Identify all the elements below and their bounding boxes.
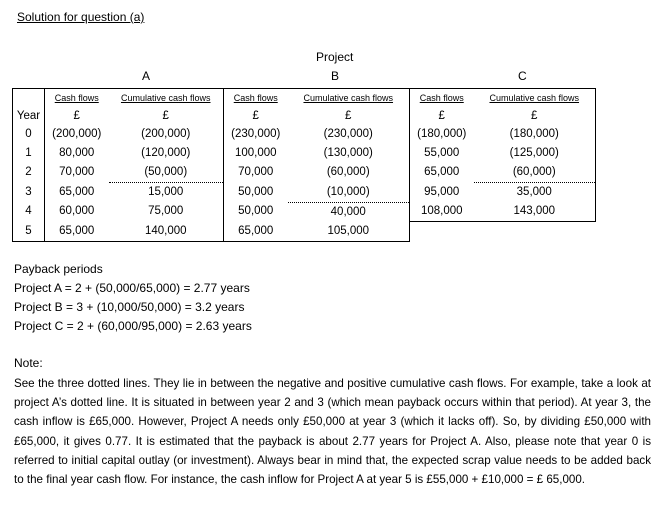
project-c-label: C: [518, 69, 527, 83]
c-cash-flow: 108,000: [410, 202, 474, 222]
a-cash-flow: 65,000: [45, 222, 109, 242]
c-cumulative: (60,000): [474, 163, 596, 183]
currency-symbol: £: [410, 107, 474, 125]
c-cash-flow: 95,000: [410, 183, 474, 203]
table-row: [13, 125, 596, 144]
col-header: Cash flows: [45, 89, 109, 108]
a-cumulative: 15,000: [148, 186, 184, 198]
c-cumulative: (180,000): [474, 125, 596, 144]
year-cell: 1: [13, 144, 45, 163]
col-header: Cash flows: [410, 89, 474, 108]
b-cash-flow: 70,000: [224, 163, 288, 183]
year-label: Year: [13, 107, 45, 125]
year-cell: 2: [13, 163, 45, 183]
table-row: [13, 202, 596, 222]
b-cumulative: (60,000): [326, 166, 370, 179]
a-cash-flow: 70,000: [45, 163, 109, 183]
a-cash-flow: 60,000: [45, 202, 109, 222]
table-row: [13, 183, 596, 203]
currency-symbol: £: [345, 110, 352, 122]
col-header: Cash flows: [224, 89, 288, 108]
c-cash-flow: 65,000: [410, 163, 474, 183]
note-title: Note:: [14, 356, 43, 370]
b-cash-flow: 50,000: [224, 202, 288, 222]
table-row: [13, 222, 596, 242]
cash-flow-table: [12, 88, 596, 242]
c-cumulative: (125,000): [474, 144, 596, 163]
c-cumulative: 143,000: [474, 202, 596, 222]
c-cumulative: [474, 222, 596, 242]
col-header: Cumulative cash flows: [109, 89, 224, 108]
year-cell: 0: [13, 125, 45, 144]
col-header: Cumulative cash flows: [288, 89, 410, 108]
a-cumulative: (120,000): [141, 147, 191, 159]
c-cash-flow: (180,000): [410, 125, 474, 144]
a-cash-flow: 80,000: [45, 144, 109, 163]
currency-symbol: £: [474, 107, 596, 125]
c-cash-flow: 55,000: [410, 144, 474, 163]
b-cumulative: (10,000): [288, 183, 410, 203]
b-cash-flow: 65,000: [224, 222, 288, 242]
heading: Solution for question (a): [17, 10, 145, 24]
a-cash-flow: 65,000: [45, 183, 109, 203]
c-cumulative: 35,000: [474, 183, 596, 203]
table-row: [13, 163, 596, 183]
col-header: Cumulative cash flows: [474, 89, 596, 108]
a-cash-flow: (200,000): [45, 125, 109, 144]
currency-symbol: £: [224, 107, 288, 125]
a-cumulative: (50,000): [109, 163, 224, 183]
b-cash-flow: (230,000): [224, 125, 288, 144]
year-header-blank: [13, 89, 45, 108]
b-cumulative: 40,000: [330, 205, 366, 218]
payback-line-b: Project B = 3 + (10,000/50,000) = 3.2 years: [14, 300, 245, 314]
payback-line-c: Project C = 2 + (60,000/95,000) = 2.63 years: [14, 319, 252, 333]
project-a-label: A: [142, 69, 151, 83]
currency-symbol: £: [45, 107, 109, 125]
a-cumulative: 140,000: [109, 222, 224, 242]
a-cumulative: 75,000: [148, 205, 184, 218]
b-cash-flow: 50,000: [224, 183, 288, 203]
project-b-label: B: [331, 69, 340, 83]
b-cash-flow: 100,000: [224, 144, 288, 163]
year-cell: 5: [13, 222, 45, 242]
table-row: [13, 144, 596, 163]
payback-line-a: Project A = 2 + (50,000/65,000) = 2.77 years: [14, 281, 250, 295]
b-cumulative: 105,000: [288, 222, 410, 242]
c-cash-flow: [410, 222, 474, 242]
b-cumulative: (130,000): [323, 147, 373, 159]
note-text: See the three dotted lines. They lie in between the negative and positive cumulative cash flows. For example, take a look at project A’s dotted line. It is situated in between year 2 and 3 (which mean payback occurs within that period). At year 3, the cash inflow is £65,000. However, Project A needs only £50,000 at year 3 (which it lacks off). So, by dividing £50,000 with £65,000, it gives 0.77. It is estimated that the payback is about 2.77 years for Project A. Also, please note that year 0 is referred to initial capital outlay (or investment). Always bear in mind that, the expected scrap value needs to be added back to the final year cash flow. For instance, the cash inflow for Project A at year 5 is £55,000 + £10,000 = £ 65,000.: [14, 377, 651, 487]
year-cell: 3: [13, 183, 45, 203]
year-cell: 4: [13, 202, 45, 222]
a-cumulative: (200,000): [141, 128, 191, 140]
payback-section: [14, 260, 252, 336]
payback-title: Payback periods: [14, 262, 103, 276]
b-cumulative: (230,000): [323, 128, 373, 140]
project-label: Project: [316, 50, 354, 64]
currency-symbol: £: [162, 110, 169, 122]
